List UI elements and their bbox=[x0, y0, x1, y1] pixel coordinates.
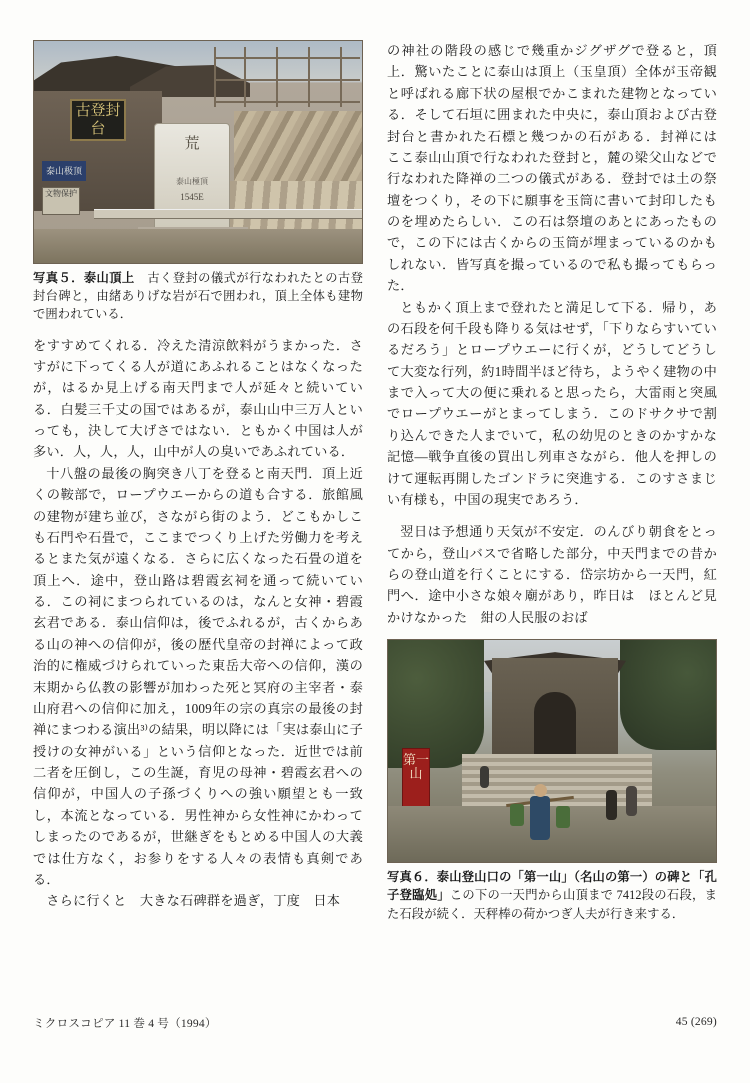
photo5-scaffolding bbox=[214, 47, 360, 107]
left-column bbox=[33, 40, 363, 923]
photo6-load-left bbox=[510, 804, 524, 826]
left-paragraph-2: 十八盤の最後の胸突き八丁を登ると南天門．頂上近くの鞍部で，ロープウエーからの道も合する．旅館風の建物が建ち並び，さながら街のよう．どこもかしこも石門や石畳で，ここまでつくり上げた労働力を考えるとまた気が遠くなる．さらに広くなった石畳の道を頂上へ．途中，登山路は碧霞玄祠を通って続いている．この祠にまつられているのは，なんと女神・碧霞玄君である．泰山信仰は，後でふれるが，古くからある山の神への信仰が，後の歴代皇帝の封禅によって政治的に権威づけられていった東岳大帝への信仰，漢の末期から仏教の影響が加わった死と冥府の主宰者・泰山府君への信仰に加え，1009年の宗の真宗の最後の封禅にまつわる演出³⁾の結果，明以降には「実は泰山に子授けの女神がいる」という信仰となった．近世では前二者を圧倒し，この生誕，育児の母神・碧霞玄君への信仰が，中国人の子孫づくりへの強い願望とも一致し，本流となっている．男性神から女性神にかわってしまったのであるが，世継ぎをもとめる中国人の大義では仕方なく，お参りをする人々の表情も真剣である． bbox=[33, 465, 363, 887]
photo6-porter-body bbox=[530, 796, 550, 840]
photo5-stele-number: 1545E bbox=[180, 192, 204, 202]
footer-page-number: 45 (269) bbox=[675, 1015, 717, 1028]
photo-5-caption bbox=[33, 269, 363, 324]
photo5-small-sign: 文物保护 bbox=[42, 187, 80, 215]
photo6-gate-doorway bbox=[534, 692, 576, 754]
photo6-person-2 bbox=[626, 786, 637, 816]
photo-5-caption-text: 古く登封の儀式が行なわれたとの古登封台碑と，由緒ありげな岩が石で囲われ，頂上全体も建物で囲われている． bbox=[33, 271, 363, 322]
photo6-load-right bbox=[556, 806, 570, 828]
photo6-porter bbox=[508, 780, 572, 854]
page-footer bbox=[33, 1015, 717, 1031]
left-paragraph-1: をすすめてくれる．冷えた清涼飲料がうまかった．さすがに下ってくる人が道にあふれることはなくなったが，はるか見上げる南天門まで人が延々と続いている．白髪三千丈の国ではあるが，泰山山中三万人といっても，決して大げさではない．ともかく中国は人が多い．人，人，人，山中が人の臭いであふれている． bbox=[33, 337, 363, 460]
photo5-ground bbox=[34, 229, 362, 263]
spacer-3 bbox=[387, 628, 717, 639]
photo5-railing bbox=[94, 209, 362, 219]
left-paragraph-3: さらに行くと 大きな石碑群を過ぎ，丁度 日本 bbox=[46, 893, 341, 909]
spacer-2 bbox=[387, 510, 717, 521]
photo-5-caption-label: 写真５．泰山頂上 bbox=[33, 271, 135, 285]
photo5-rubble bbox=[234, 111, 362, 185]
right-paragraph-3: 翌日は予想通り天気が不安定．のんびり朝食をとってから，登山バスで省略した部分，中天門までの昔からの登山道を行くことにする．岱宗坊から一天門，紅門へ．途中小さな娘々廟があり，昨日は ほとんど見かけなかった 紺の人民服のおば bbox=[387, 524, 717, 625]
photo5-plaque-sign: 古登封台 bbox=[70, 99, 126, 141]
photo6-person-1 bbox=[606, 790, 617, 820]
photo6-person-3 bbox=[480, 766, 489, 788]
photo-6-caption-label: 写真６．泰山登山口の「第一山」（名山の第一）の碑と「孔子登臨処」 bbox=[387, 870, 717, 903]
spacer bbox=[33, 324, 363, 335]
photo-6-image bbox=[387, 639, 717, 863]
photo-6-caption-text: この下の一天門から山頂まで 7412段の石段，また石段が続く．天秤棒の荷かつぎ人夫が行き来する． bbox=[387, 888, 717, 921]
photo6-red-banner: 第一山 bbox=[402, 748, 430, 828]
photo-5-image bbox=[33, 40, 363, 264]
photo5-stone-pile bbox=[220, 181, 362, 229]
photo5-stele-top-char: 荒 bbox=[184, 136, 200, 152]
right-paragraph-1: の神社の階段の感じで幾重かジグザグで登ると，頂上．驚いたことに泰山は頂上（玉皇頂）全体が玉帝観と呼ばれる廊下状の屋根でかこまれた建物となっている．そして石垣に囲まれた中央に，泰山頂および古登封台と書かれた石標と幾つかの石がある．封禅には ここ泰山山頂で行なわれた登封と，麓の梁父山などで行なわれた降禅の二つの儀式がある．登封では土の祭壇をつくり，その下に願事を玉筒に書いて封印したものを埋めたらしい．この石は祭壇のあとにあったもので，この下には古くからの玉筒が埋まっているのかもしれない．皆写真を撮っているので私も撮ってもらった． bbox=[387, 43, 731, 294]
two-column-layout bbox=[33, 40, 731, 923]
photo5-blue-sign: 泰山极顶 bbox=[42, 161, 86, 181]
right-paragraph-2: ともかく頂上まで登れたと満足して下る．帰り，あの石段を何千段も降りる気はせず，「下りならすいているだろう」とロープウエーに行くが，どうしてどうして大変な行列，約1時間半ほど待ち，ようやく建物の中まで入って大の便に乗れると思ったら，大雷雨と突風でロープウエーがとまってしまう．このドサクサで割り込んできた人までいて，私の幼児のときのかすかな記憶—戦争直後の買出し列車さながら．他人を押しのけて運転再開したゴンドラに突進する．このすさまじい有様も，中国の現実であろう． bbox=[387, 299, 717, 507]
page-content bbox=[33, 40, 731, 1000]
right-column bbox=[387, 40, 731, 923]
photo6-trees-right bbox=[620, 640, 716, 750]
photo-6-caption bbox=[387, 868, 717, 923]
footer-journal-info: ミクロスコピア 11 巻 4 号（1994） bbox=[33, 1017, 217, 1030]
photo5-stele-text: 泰山極頂 bbox=[176, 177, 208, 186]
